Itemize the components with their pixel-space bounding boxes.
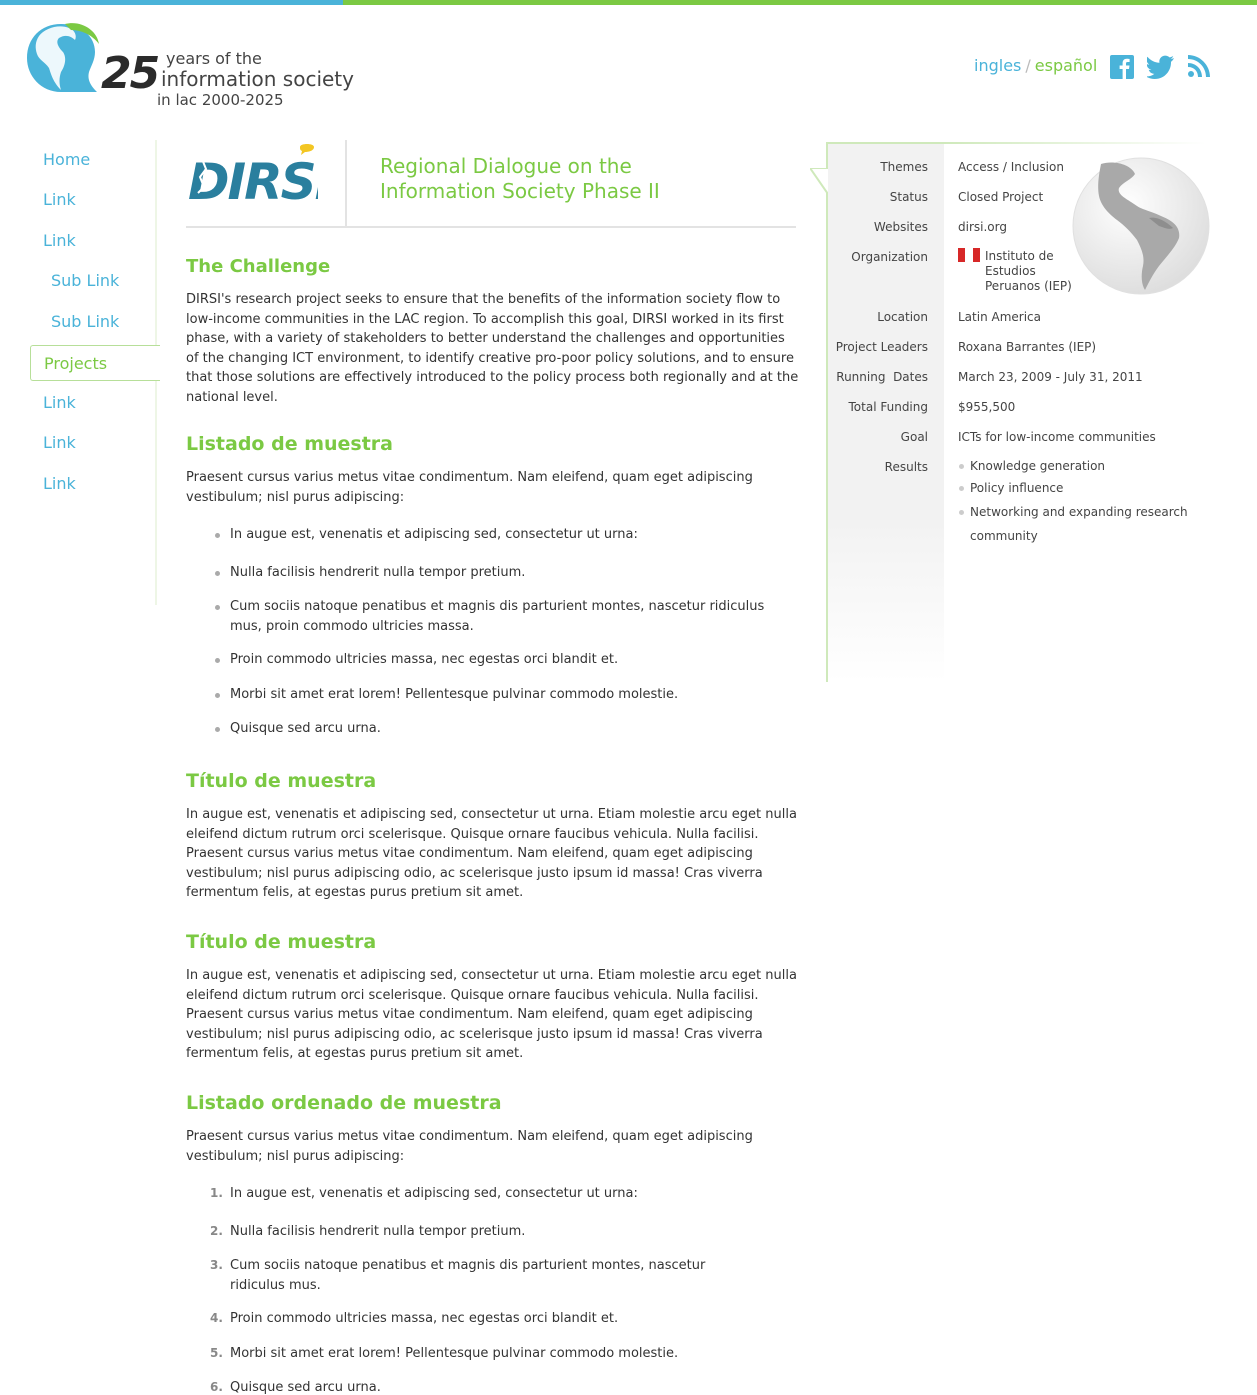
section-title-1: Título de muestra: [186, 770, 377, 792]
sidebar-nav: [30, 140, 157, 605]
ordered-list-number: 4.: [210, 1311, 223, 1325]
globe-map-icon: [1071, 156, 1211, 296]
websites-label: Websites: [873, 220, 928, 234]
funding-value: $955,500: [958, 400, 1016, 414]
ordered-list-item: [210, 1378, 790, 1395]
result-item: Knowledge generation: [970, 454, 1200, 478]
twitter-icon[interactable]: [1147, 55, 1175, 79]
nav-sub-link-1[interactable]: Sub Link: [51, 271, 120, 290]
ordered-list-text: Quisque sed arcu urna.: [230, 1380, 381, 1395]
section-text-2: In augue est, venenatis et adipiscing sed, consectetur ut urna. Etiam molestie arcu eget nulla eleifend dictum rutrum orci scelerisque. Quisque ornare faucibus vehicula. Nulla facilisi. Praesent cursus varius metus vitae condimentum. Nam eleifend, quam eget adipiscing vestibulum; nisl purus adipiscing odio, ac scelerisque justo ipsum id massa! Cras viverra fermentum felis, at egestas purus pretium sit amet.: [186, 968, 797, 1061]
organization-line-3: Peruanos (IEP): [985, 279, 1072, 293]
organization-label: Organization: [851, 250, 928, 264]
lang-separator: /: [1025, 56, 1031, 75]
nav-projects[interactable]: Projects: [30, 345, 160, 381]
ordered-list-text: Morbi sit amet erat lorem! Pellentesque pulvinar commodo molestie.: [230, 1346, 679, 1361]
status-value: Closed Project: [958, 190, 1044, 204]
ordered-list-item: [210, 1184, 790, 1204]
project-info-panel: [826, 142, 1206, 682]
organization-line-2: Estudios: [985, 264, 1036, 278]
top-bar-green: [343, 0, 1257, 5]
list-title: Listado de muestra: [186, 433, 393, 455]
ordered-list-item: [210, 1256, 720, 1295]
nav-sub-link-2[interactable]: Sub Link: [51, 312, 120, 331]
goal-label: Goal: [900, 430, 928, 444]
nav-link-5[interactable]: Link: [43, 474, 76, 493]
header-divider: [345, 140, 347, 228]
ordered-list-item: [210, 1309, 790, 1329]
section-text-1: In augue est, venenatis et adipiscing sed, consectetur ut urna. Etiam molestie arcu eget nulla eleifend dictum rutrum orci scelerisque. Quisque ornare faucibus vehicula. Nulla facilisi. Praesent cursus varius metus vitae condimentum. Nam eleifend, quam eget adipiscing vestibulum; nisl purus adipiscing odio, ac scelerisque justo ipsum id massa! Cras viverra fermentum felis, at egestas purus pretium sit amet.: [186, 807, 797, 900]
list-item: Morbi sit amet erat lorem! Pellentesque pulvinar commodo molestie.: [230, 685, 790, 705]
language-switcher: [974, 56, 1097, 75]
themes-value[interactable]: Access / Inclusion: [958, 160, 1064, 174]
dates-value: March 23, 2009 - July 31, 2011: [958, 370, 1143, 384]
leaders-value: Roxana Barrantes (IEP): [958, 340, 1097, 354]
list-intro: Praesent cursus varius metus vitae condimentum. Nam eleifend, quam eget adipiscing vestibulum; nisl purus adipiscing:: [186, 470, 753, 505]
list-item: In augue est, venenatis et adipiscing sed, consectetur ut urna:: [230, 525, 790, 545]
challenge-text: DIRSI's research project seeks to ensure that the benefits of the information society flow to low-income communities in the LAC region. To accomplish this goal, DIRSI worked in its first phase, with a variety of stakeholders to better understand the challenges and opportunities of the changing ICT environment, to identify creative pro-poor policy solutions, and to ensure that those solutions are effectively introduced to the policy process both regionally and at the national level.: [186, 292, 799, 405]
lang-english-link[interactable]: ingles: [974, 56, 1022, 75]
globe-bubble-icon: [25, 22, 105, 96]
rss-icon[interactable]: [1188, 55, 1210, 77]
ordered-list-item: [210, 1344, 790, 1364]
ordered-list-text: Cum sociis natoque penatibus et magnis dis parturient montes, nascetur ridiculus mus.: [230, 1258, 706, 1293]
location-value: Latin America: [958, 310, 1041, 324]
logo-line-3: in lac 2000-2025: [157, 91, 284, 109]
ordered-list-number: 1.: [210, 1186, 223, 1200]
ordered-list-title: Listado ordenado de muestra: [186, 1092, 502, 1114]
dates-label: Running Dates: [836, 370, 928, 384]
logo-line-2: information society: [161, 67, 354, 91]
nav-link-4[interactable]: Link: [43, 433, 76, 452]
ordered-list-text: Proin commodo ultricies massa, nec egestas orci blandit et.: [230, 1311, 619, 1326]
logo-number: 25: [101, 48, 159, 99]
dirsi-logo: [188, 143, 318, 209]
ordered-list-text: In augue est, venenatis et adipiscing sed, consectetur ut urna:: [230, 1186, 638, 1201]
results-label: Results: [884, 460, 928, 474]
nav-link-1[interactable]: Link: [43, 190, 76, 209]
goal-value: ICTs for low-income communities: [958, 430, 1156, 444]
logo-line-1: years of the: [166, 49, 262, 68]
top-bar-blue: [0, 0, 343, 5]
site-logo[interactable]: [25, 22, 355, 112]
dirsi-logo-image: [188, 143, 318, 205]
ordered-list-number: 3.: [210, 1258, 223, 1272]
list-item: Nulla facilisis hendrerit nulla tempor pretium.: [230, 563, 790, 583]
project-title: Regional Dialogue on the Information Society Phase II: [380, 154, 660, 203]
ordered-list-number: 6.: [210, 1380, 223, 1394]
nav-link-3[interactable]: Link: [43, 393, 76, 412]
top-color-bar: [0, 0, 1257, 5]
nav-link-2[interactable]: Link: [43, 231, 76, 250]
websites-link[interactable]: dirsi.org: [958, 220, 1007, 234]
lang-spanish-link[interactable]: español: [1034, 56, 1098, 75]
project-header: [186, 140, 796, 228]
location-label: Location: [877, 310, 928, 324]
list-item: Quisque sed arcu urna.: [230, 719, 790, 739]
ordered-list-number: 2.: [210, 1224, 223, 1238]
challenge-title: The Challenge: [186, 256, 331, 277]
section-title-2: Título de muestra: [186, 931, 377, 953]
panel-top-line: [944, 142, 1206, 144]
organization-line-1: Instituto de: [985, 249, 1054, 263]
ordered-list-number: 5.: [210, 1346, 223, 1360]
facebook-icon[interactable]: [1110, 55, 1134, 79]
themes-label: Themes: [880, 160, 928, 174]
list-item: Cum sociis natoque penatibus et magnis dis parturient montes, nascetur ridiculus mus, proin commodo ultricies massa.: [230, 597, 775, 636]
panel-pointer: [810, 168, 828, 196]
ordered-list-intro: Praesent cursus varius metus vitae condimentum. Nam eleifend, quam eget adipiscing vestibulum; nisl purus adipiscing:: [186, 1129, 753, 1164]
organization-value[interactable]: [958, 248, 1072, 294]
result-item: Policy influence: [970, 476, 1200, 500]
nav-home[interactable]: Home: [43, 150, 91, 169]
peru-flag-icon: [958, 248, 980, 262]
funding-label: Total Funding: [848, 400, 928, 414]
leaders-label: Project Leaders: [835, 340, 928, 354]
dirsi-logo-text: DIRSI: [188, 153, 318, 205]
ordered-list-item: [210, 1222, 790, 1242]
result-item: Networking and expanding research community: [970, 500, 1200, 548]
list-item: Proin commodo ultricies massa, nec egestas orci blandit et.: [230, 650, 790, 670]
ordered-list-text: Nulla facilisis hendrerit nulla tempor pretium.: [230, 1224, 526, 1239]
status-label: Status: [889, 190, 928, 204]
